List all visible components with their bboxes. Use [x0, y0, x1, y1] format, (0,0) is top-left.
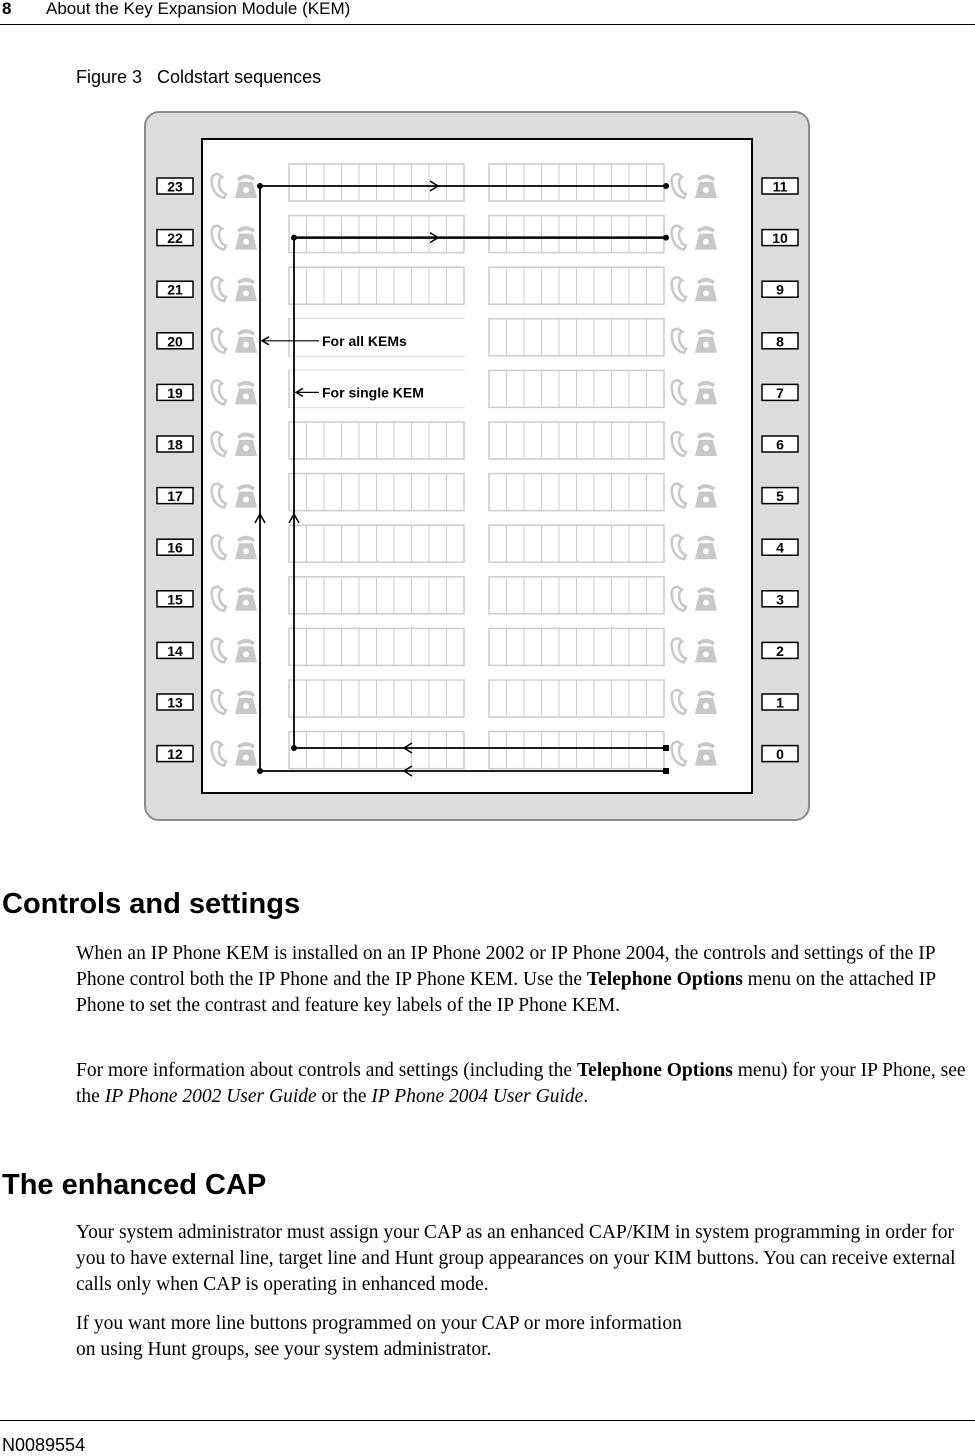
left-key-number: 17 — [167, 488, 183, 505]
document-title: IP Phone 2002 User Guide — [104, 1086, 317, 1107]
right-key-number: 4 — [776, 539, 784, 556]
document-title: IP Phone 2004 User Guide — [371, 1086, 584, 1107]
left-key-number: 22 — [167, 230, 183, 247]
left-key-number: 12 — [167, 746, 183, 763]
display-block-right — [489, 577, 664, 614]
display-block-left — [289, 267, 464, 304]
kem-figure — [144, 111, 812, 823]
display-block-right — [489, 680, 664, 717]
annotation-all-kems: For all KEMs — [322, 332, 407, 349]
display-block-left — [289, 474, 464, 511]
right-key-number: 3 — [776, 591, 784, 608]
display-block-left — [289, 422, 464, 459]
text-run: menu on the attached IP Phone to set the contrast and feature key labels of the IP Phone KEM. — [76, 969, 936, 1016]
text-run: If you want more line buttons programmed on your CAP or more information on using Hunt groups, see your system administrator. — [76, 1313, 682, 1360]
display-block-left — [289, 525, 464, 562]
bold-term: Telephone Options — [576, 1060, 733, 1081]
right-key-number: 5 — [776, 488, 784, 505]
sequence-start-node — [663, 768, 669, 774]
left-key-number: 13 — [167, 694, 183, 711]
sequence-node — [291, 235, 297, 241]
left-key-number: 14 — [167, 642, 183, 659]
right-key-number: 11 — [772, 178, 788, 195]
cap-paragraph-1 — [76, 1220, 971, 1298]
text-run: or the — [316, 1086, 372, 1107]
text-run: Your system administrator must assign your CAP as an enhanced CAP/KIM in system programming in order for you to have external line, target line and Hunt group appearances on your KIM buttons. You can receive external calls only when CAP is operating in enhanced mode. — [76, 1222, 956, 1295]
text-run: For more information about controls and settings (including the — [76, 1060, 577, 1081]
left-key-number: 18 — [167, 436, 183, 453]
right-key-number: 1 — [776, 694, 784, 711]
page-number: 8 — [2, 0, 12, 18]
left-key-number: 23 — [167, 178, 183, 195]
display-block-right — [489, 319, 664, 356]
right-key-number: 0 — [776, 746, 784, 763]
display-block-left — [289, 577, 464, 614]
text-run: . — [583, 1086, 589, 1107]
right-key-number: 2 — [776, 642, 784, 659]
section-heading-controls: Controls and settings — [2, 888, 301, 920]
display-block-left — [289, 164, 464, 201]
sequence-start-node — [663, 745, 669, 751]
left-key-number: 21 — [167, 281, 183, 298]
display-block-right — [489, 628, 664, 665]
sequence-node — [291, 745, 297, 751]
cap-paragraph-2 — [76, 1311, 696, 1363]
sequence-node — [663, 235, 669, 241]
display-block-right — [489, 267, 664, 304]
right-key-number: 7 — [776, 384, 784, 401]
right-key-number: 9 — [776, 281, 784, 298]
left-key-number: 20 — [167, 333, 183, 350]
display-block-left — [289, 732, 464, 769]
display-block-left — [289, 216, 464, 253]
left-key-number: 16 — [167, 539, 183, 556]
header-title: About the Key Expansion Module (KEM) — [46, 0, 351, 18]
figure-caption: Figure 3 Coldstart sequences — [76, 67, 322, 87]
right-key-number: 10 — [772, 230, 788, 247]
display-block-right — [489, 525, 664, 562]
display-block-left — [289, 628, 464, 665]
left-key-number: 19 — [167, 384, 183, 401]
text-run: When an IP Phone KEM is installed on an IP Phone 2002 or IP Phone 2004, the controls and settings of the IP Phone control both the IP Phone and the IP Phone KEM. Use the — [76, 943, 935, 990]
sequence-node — [663, 183, 669, 189]
right-key-number: 6 — [776, 436, 784, 453]
sequence-node — [257, 768, 263, 774]
display-block-right — [489, 422, 664, 459]
display-block-right — [489, 216, 664, 253]
controls-paragraph-1 — [76, 941, 971, 1019]
page-footer — [0, 1420, 975, 1455]
left-key-number: 15 — [167, 591, 183, 608]
section-heading-enhanced-cap: The enhanced CAP — [2, 1169, 267, 1201]
sequence-node — [257, 183, 263, 189]
display-block-right — [489, 370, 664, 407]
display-block-left — [289, 680, 464, 717]
right-key-number: 8 — [776, 333, 784, 350]
controls-paragraph-2 — [76, 1058, 971, 1110]
display-block-right — [489, 474, 664, 511]
kem-diagram — [144, 111, 812, 823]
display-block-right — [489, 732, 664, 769]
annotation-single-kem: For single KEM — [322, 384, 424, 401]
text-run: menu) for your IP Phone, see the — [76, 1060, 966, 1107]
document-number: N0089554 — [2, 1435, 86, 1455]
display-block-right — [489, 164, 664, 201]
page-header — [0, 0, 975, 25]
bold-term: Telephone Options — [586, 969, 743, 990]
